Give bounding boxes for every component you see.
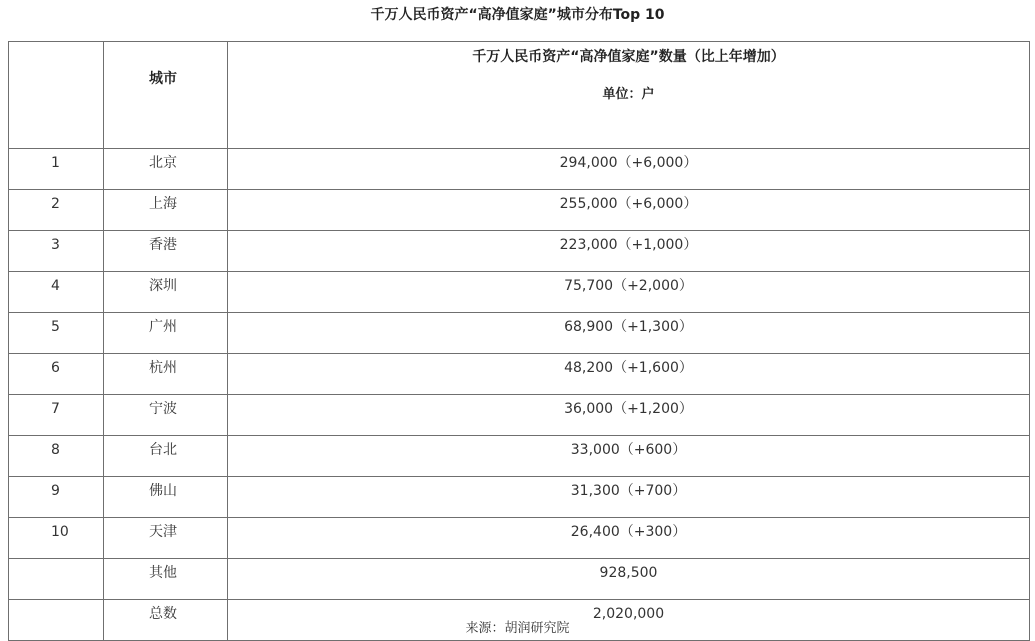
table-row — [9, 190, 1030, 231]
table-row — [9, 272, 1030, 313]
table-row — [9, 395, 1030, 436]
rank-cell — [9, 559, 104, 600]
table-row — [9, 354, 1030, 395]
value-cell: 36,000（+1,200） — [228, 395, 1030, 436]
table-title: 千万人民币资产“高净值家庭”城市分布Top 10 — [370, 7, 665, 23]
value-cell: 294,000（+6,000） — [228, 149, 1030, 190]
rank-header — [9, 42, 104, 149]
source-note: 来源：胡润研究院 — [465, 621, 570, 636]
header-row — [9, 42, 1030, 149]
value-cell: 928,500 — [228, 559, 1030, 600]
value-cell: 255,000（+6,000） — [228, 190, 1030, 231]
value-cell: 33,000（+600） — [228, 436, 1030, 477]
table-row — [9, 518, 1030, 559]
city-cell: 北京 — [104, 149, 228, 190]
rank-cell: 8 — [9, 436, 104, 477]
city-cell: 其他 — [104, 559, 228, 600]
city-header: 城市 — [104, 42, 228, 149]
rank-cell: 1 — [9, 149, 104, 190]
value-header-unit: 单位：户 — [602, 87, 655, 102]
value-header-title: 千万人民币资产“高净值家庭”数量（比上年增加） — [472, 49, 785, 65]
table-row — [9, 149, 1030, 190]
value-cell: 223,000（+1,000） — [228, 231, 1030, 272]
rank-cell: 4 — [9, 272, 104, 313]
city-cell: 广州 — [104, 313, 228, 354]
value-cell: 31,300（+700） — [228, 477, 1030, 518]
city-cell: 台北 — [104, 436, 228, 477]
rank-cell: 5 — [9, 313, 104, 354]
rank-cell: 6 — [9, 354, 104, 395]
table-row — [9, 313, 1030, 354]
rank-cell: 9 — [9, 477, 104, 518]
table-row — [9, 436, 1030, 477]
value-cell: 68,900（+1,300） — [228, 313, 1030, 354]
city-cell: 深圳 — [104, 272, 228, 313]
value-cell: 26,400（+300） — [228, 518, 1030, 559]
city-cell: 宁波 — [104, 395, 228, 436]
city-cell: 总数 — [104, 600, 228, 641]
rank-cell: 3 — [9, 231, 104, 272]
city-cell: 天津 — [104, 518, 228, 559]
value-cell: 2,020,000 — [228, 600, 1030, 641]
rank-cell: 2 — [9, 190, 104, 231]
rank-cell: 7 — [9, 395, 104, 436]
city-cell: 上海 — [104, 190, 228, 231]
value-cell: 75,700（+2,000） — [228, 272, 1030, 313]
table-row-others — [9, 559, 1030, 600]
value-header — [228, 42, 1030, 149]
city-cell: 香港 — [104, 231, 228, 272]
rank-cell: 10 — [9, 518, 104, 559]
value-cell: 48,200（+1,600） — [228, 354, 1030, 395]
city-cell: 杭州 — [104, 354, 228, 395]
city-cell: 佛山 — [104, 477, 228, 518]
ranking-table — [8, 41, 1030, 641]
table-row — [9, 477, 1030, 518]
table-row — [9, 231, 1030, 272]
